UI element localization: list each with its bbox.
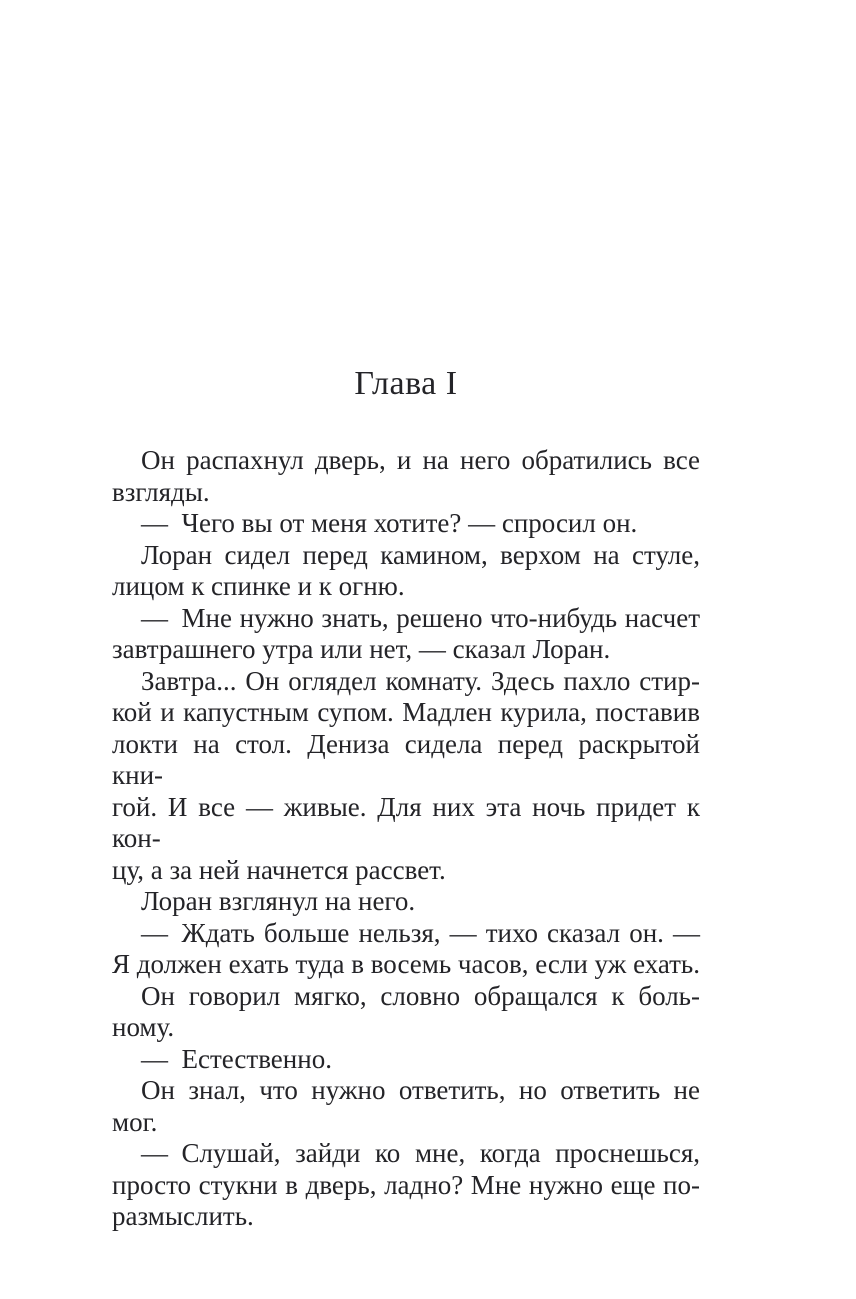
text-line: кой и капустным супом. Мадлен курила, поставив: [112, 697, 700, 727]
page-text: [112, 445, 700, 1233]
paragraph: [112, 981, 700, 1044]
text-line: Завтра... Он оглядел комнату. Здесь пахло стир-: [141, 665, 700, 696]
chapter-heading: Глава I: [354, 365, 458, 402]
paragraph: [112, 886, 700, 918]
text-line: взгляды.: [112, 476, 210, 507]
paragraph: [112, 508, 700, 540]
paragraph: [112, 603, 700, 666]
text-line: просто стукни в дверь, ладно? Мне нужно еще по-: [112, 1169, 700, 1200]
paragraph: [112, 1075, 700, 1138]
paragraph: [112, 1044, 700, 1076]
text-line: — Мне нужно знать, решено что-нибудь насчет: [141, 602, 700, 633]
text-line: размыслить.: [112, 1201, 254, 1231]
text-line: ному.: [112, 1012, 175, 1042]
text-line: Лоран сидел перед камином, верхом на стуле,: [141, 539, 700, 570]
paragraph: [112, 540, 700, 603]
text-line: лицом к спинке и к огню.: [112, 571, 405, 601]
text-line: — Ждать больше нельзя, — тихо сказал он. —: [141, 917, 700, 948]
text-line: Я должен ехать туда в восемь часов, если уж ехать.: [112, 949, 700, 979]
text-line: Он знал, что нужно ответить, но ответить не мог.: [112, 1075, 700, 1137]
text-line: — Чего вы от меня хотите? — спросил он.: [141, 508, 638, 538]
text-line: локти на стол. Дениза сидела перед раскрытой кни-: [112, 728, 700, 790]
text-line: — Слушай, зайди ко мне, когда проснешься,: [141, 1138, 700, 1168]
text-line: Он распахнул дверь, и на него обратились все: [141, 445, 700, 475]
paragraph: [112, 918, 700, 981]
paragraph: [112, 1138, 700, 1233]
text-line: цу, а за ней начнется рассвет.: [112, 854, 446, 885]
text-line: гой. И все — живые. Для них эта ночь придет к кон-: [112, 791, 700, 853]
paragraph: [112, 445, 700, 508]
paragraph: [112, 666, 700, 887]
text-line: завтрашнего утра или нет, — сказал Лоран.: [112, 634, 611, 664]
text-line: Он говорил мягко, словно обращался к боль-: [141, 980, 700, 1011]
text-line: — Естественно.: [141, 1043, 332, 1074]
text-line: Лоран взглянул на него.: [141, 886, 416, 916]
